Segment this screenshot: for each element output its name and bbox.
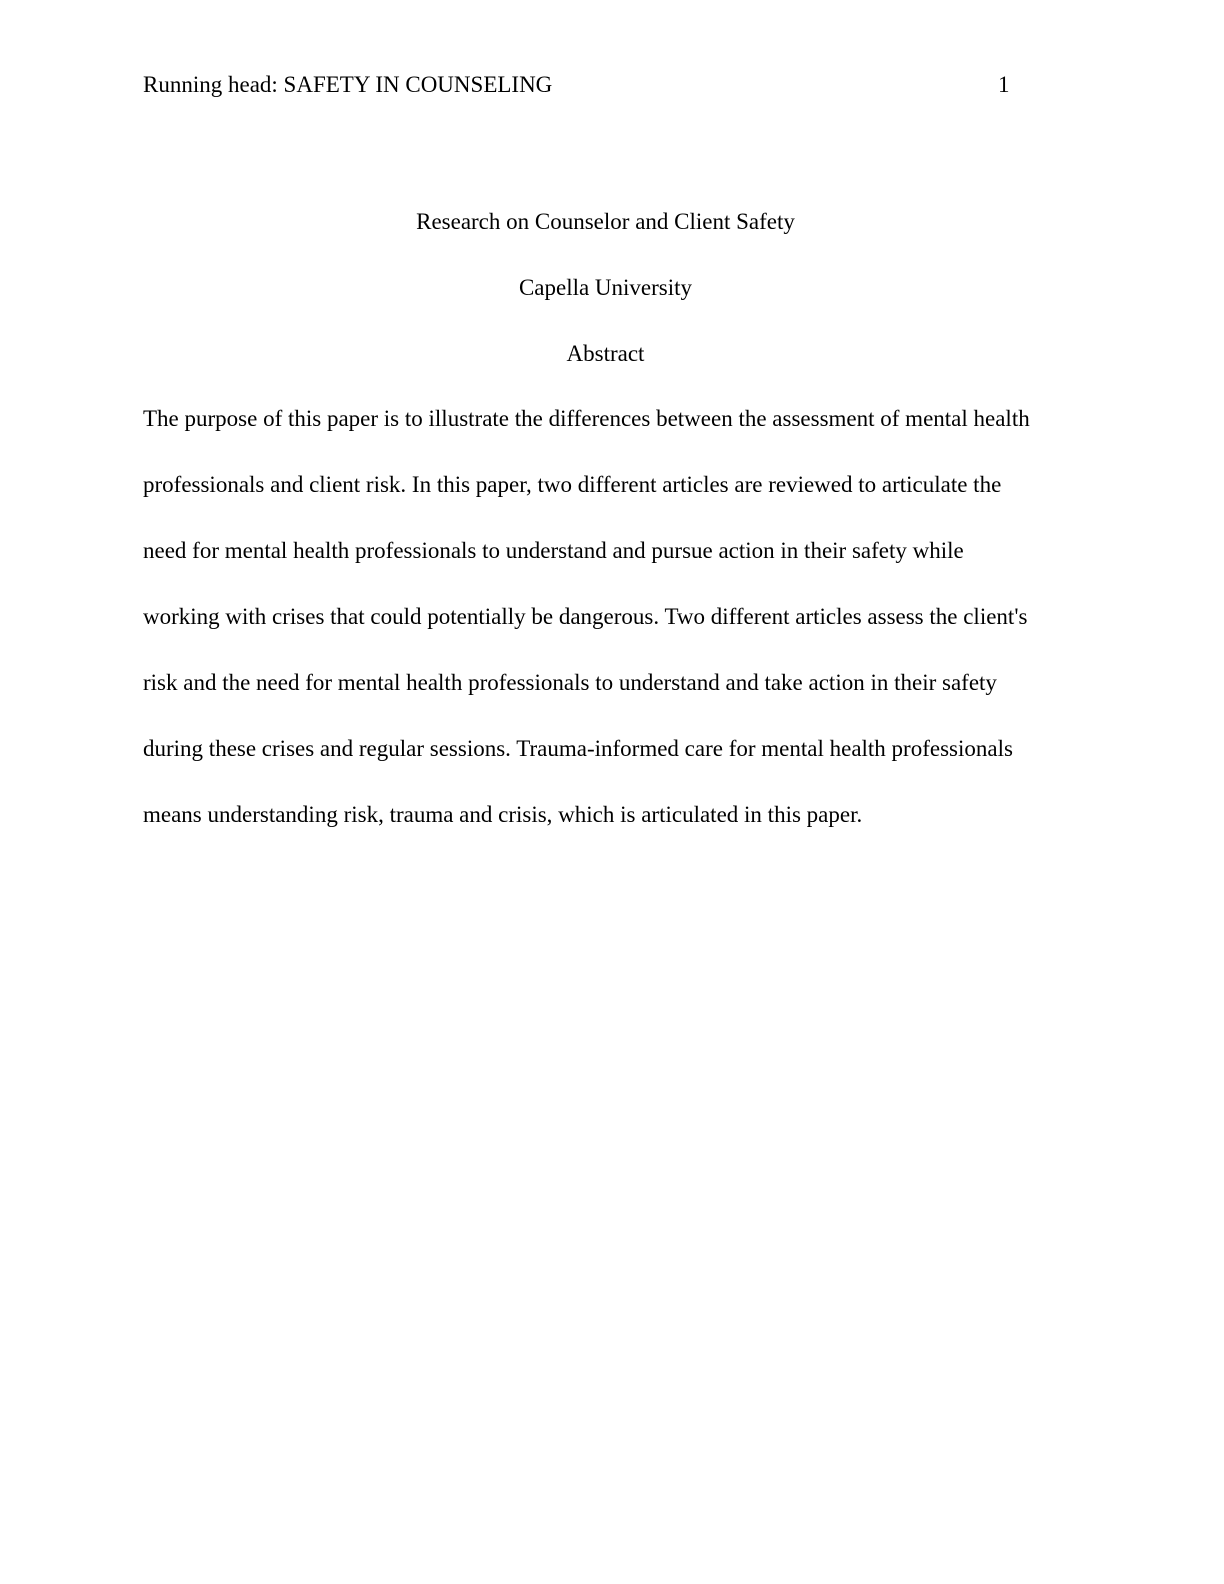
abstract-body	[143, 386, 1083, 848]
abstract-line: during these crises and regular sessions. Trauma-informed care for mental health professionals	[143, 736, 1013, 761]
paper-title: Research on Counselor and Client Safety	[416, 209, 795, 234]
abstract-line: need for mental health professionals to understand and pursue action in their safety while	[143, 538, 964, 563]
abstract-line: working with crises that could potentially be dangerous. Two different articles assess the client's	[143, 604, 1028, 629]
institution-name: Capella University	[518, 275, 693, 300]
abstract-line: professionals and client risk. In this paper, two different articles are reviewed to articulate the	[143, 472, 1002, 497]
running-head: Running head: SAFETY IN COUNSELING	[143, 72, 553, 97]
abstract-line: The purpose of this paper is to illustrate the differences between the assessment of mental health	[143, 406, 1030, 431]
page-number: 1	[998, 72, 1010, 97]
abstract-line: means understanding risk, trauma and crisis, which is articulated in this paper.	[143, 802, 863, 827]
abstract-heading: Abstract	[566, 341, 645, 366]
abstract-line: risk and the need for mental health professionals to understand and take action in their safety	[143, 670, 997, 695]
